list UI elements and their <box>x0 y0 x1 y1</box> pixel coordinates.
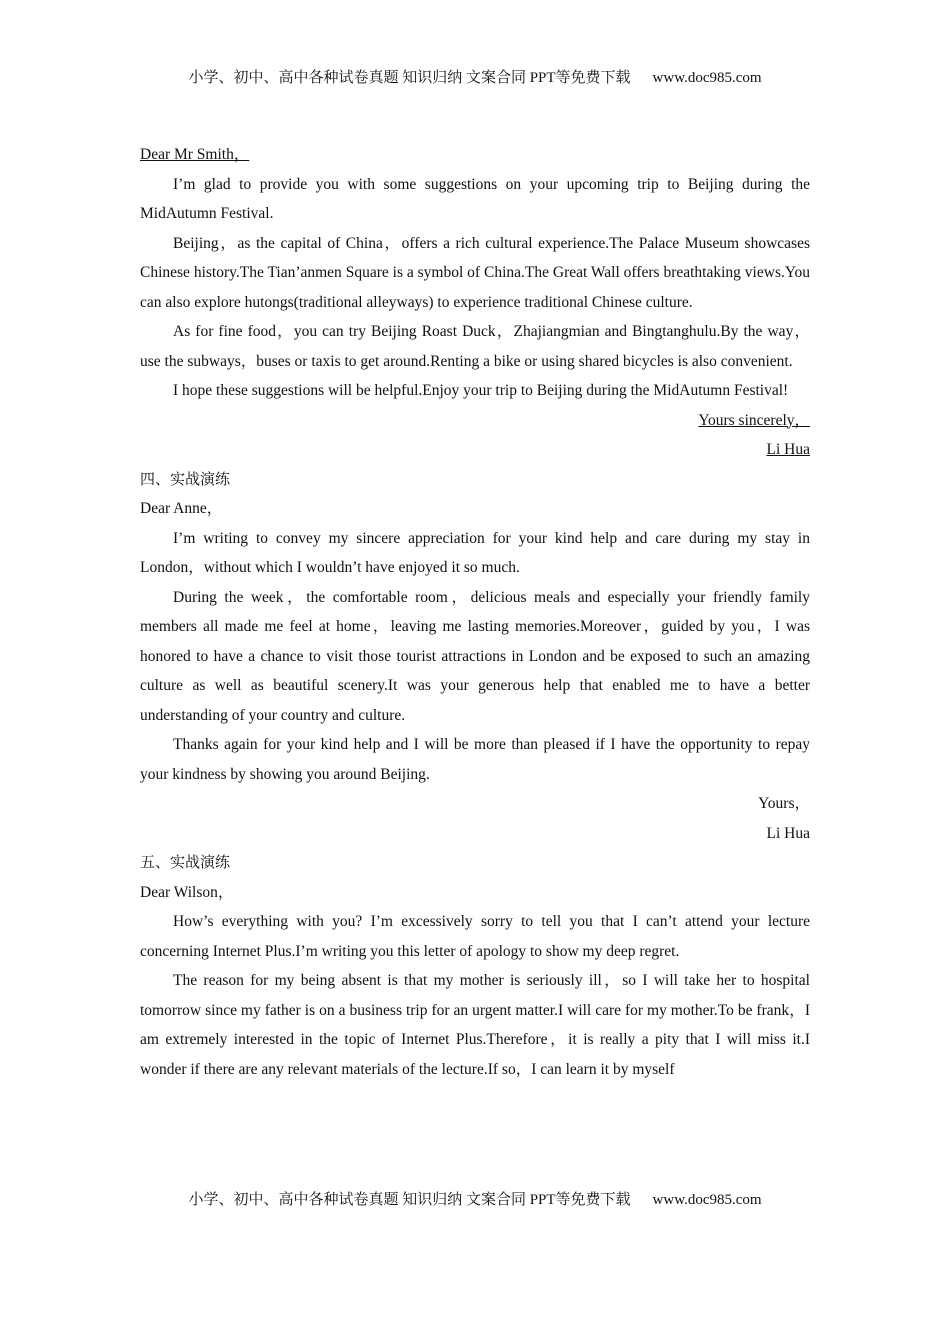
header-url[interactable]: www.doc985.com <box>652 70 762 86</box>
letter1-greeting: Dear Mr Smith， <box>140 146 250 163</box>
section4-greeting: Dear Anne， <box>140 500 223 517</box>
section5-greeting: Dear Wilson， <box>140 883 234 901</box>
section5-paragraph-1: How’s everything with you? I’m excessively sorry to tell you that I can’t attend your lecture concerning Internet Plus.I’m writing you this letter of apology to show my deep regret. <box>140 913 810 960</box>
section5-title: 五、实战演练 <box>140 853 231 871</box>
section4-paragraph-2: During the week，the comfortable room，delicious meals and especially your friendly family members all made me feel at home，leaving me lasting memories.Moreover，guided by you，I was honored to have a chance to visit those tourist attractions in London and be exposed to such an amazing culture as well as beautiful scenery.It was your generous help that enabled me to have a better understanding of your country and culture. <box>140 588 810 724</box>
letter1-signature: Li Hua <box>766 441 810 458</box>
letter1-paragraph-4: I hope these suggestions will be helpful.Enjoy your trip to Beijing during the MidAutumn Festival! <box>173 382 789 399</box>
letter1-paragraph-2: Beijing，as the capital of China，offers a rich cultural experience.The Palace Museum showcases Chinese history.The Tian’anmen Square is a symbol of China.The Great Wall offers breathtaking views.You can also explore hutongs(traditional alleyways) to experience traditional Chinese culture. <box>140 234 810 311</box>
section4-signature: Li Hua <box>766 824 810 842</box>
letter1-paragraph-3: As for fine food，you can try Beijing Roast Duck，Zhajiangmian and Bingtanghulu.By the way，use the subways，buses or taxis to get around.Renting a bike or using shared bicycles is also convenient. <box>140 323 810 370</box>
letter1-paragraph-1: I’m glad to provide you with some suggestions on your upcoming trip to Beijing during the MidAutumn Festival. <box>140 175 810 222</box>
footer-text: 小学、初中、高中各种试卷真题 知识归纳 文案合同 PPT等免费下载 <box>188 1192 631 1208</box>
header-text: 小学、初中、高中各种试卷真题 知识归纳 文案合同 PPT等免费下载 <box>188 70 631 86</box>
section4-closing: Yours， <box>758 795 810 812</box>
document-body <box>140 140 810 1084</box>
letter1-closing: Yours sincerely， <box>698 411 810 429</box>
page-footer <box>0 1190 950 1210</box>
section5-paragraph-2: The reason for my being absent is that my mother is seriously ill，so I will take her to hospital tomorrow since my father is on a business trip for an urgent matter.I will care for my mother.To be frank，I am extremely interested in the topic of Internet Plus.Therefore，it is really a pity that I will miss it.I wonder if there are any relevant materials of the lecture.If so，I can learn it by myself <box>140 972 810 1078</box>
section4-title: 四、实战演练 <box>140 469 231 488</box>
section4-paragraph-3: Thanks again for your kind help and I will be more than pleased if I have the opportunity to repay your kindness by showing you around Beijing. <box>140 736 810 783</box>
section4-paragraph-1: I’m writing to convey my sincere appreciation for your kind help and care during my stay in London，without which I wouldn’t have enjoyed it so much. <box>140 529 810 576</box>
page-header <box>0 68 950 88</box>
footer-url[interactable]: www.doc985.com <box>652 1192 762 1208</box>
